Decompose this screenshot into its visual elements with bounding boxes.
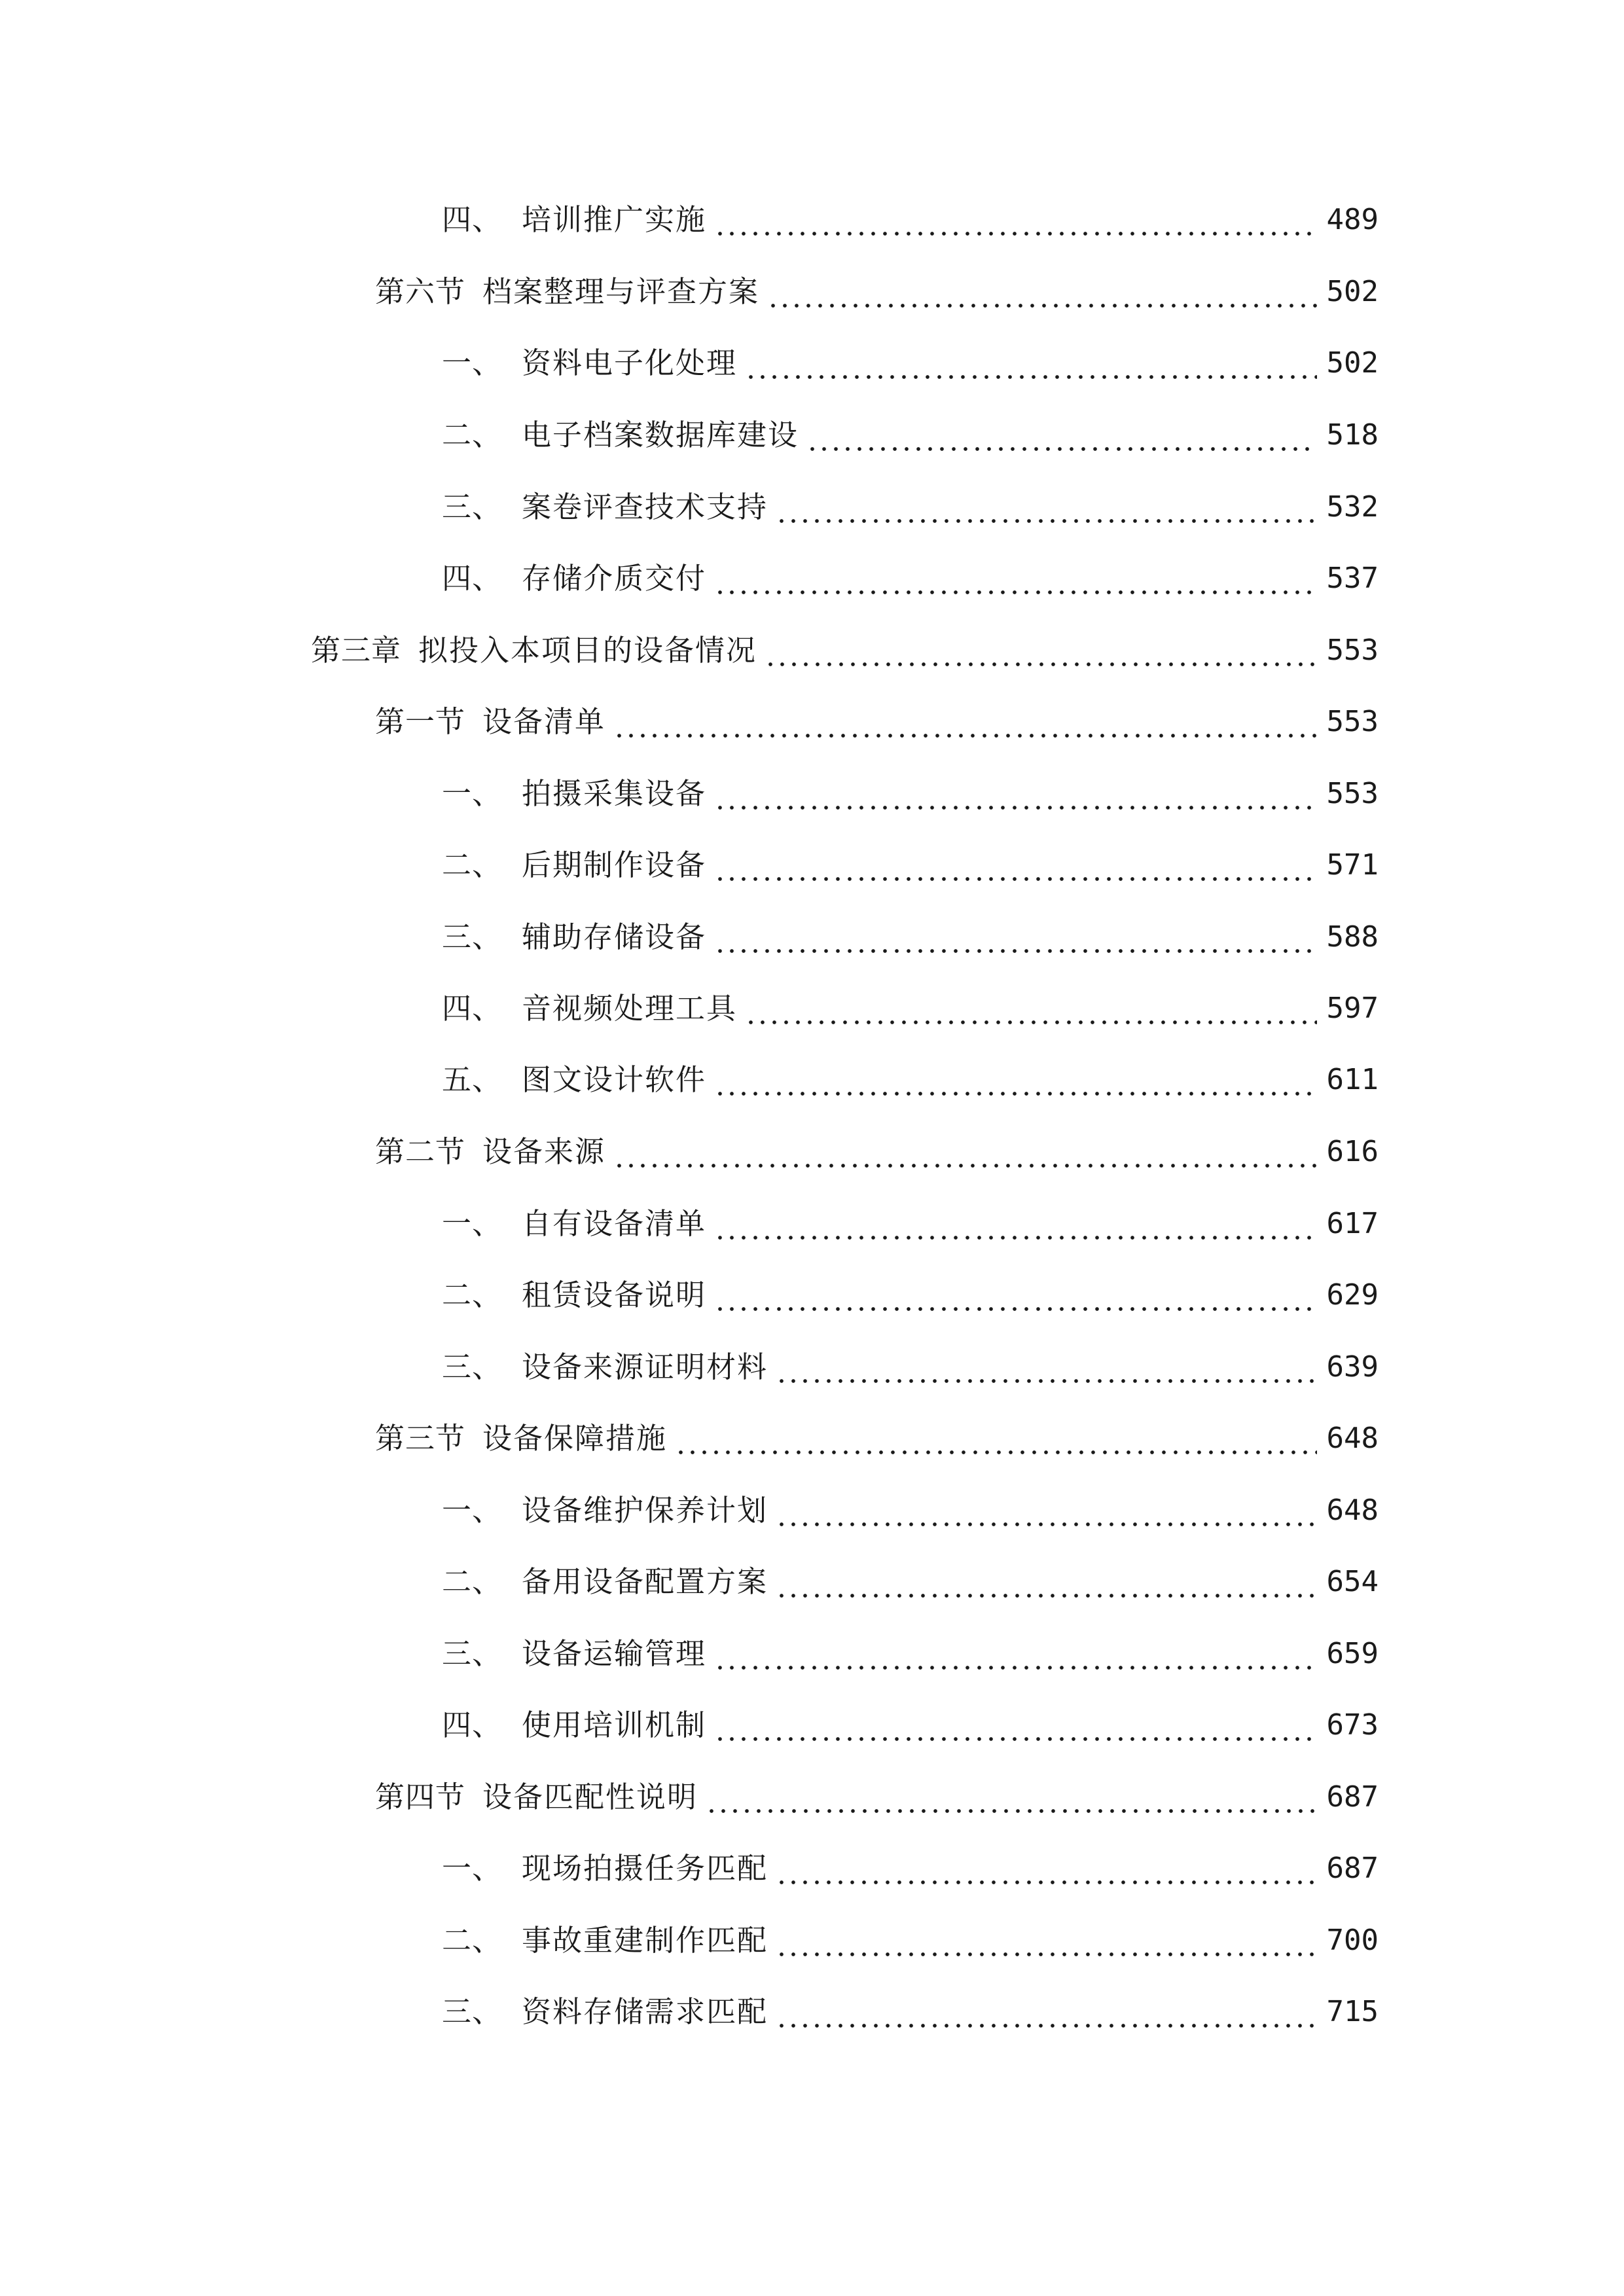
toc-entry[interactable] [311,618,1379,670]
toc-entry-title: 备用设备配置方案 [522,1564,768,1599]
toc-entry-number: 一、 [442,1206,503,1241]
toc-entry[interactable] [442,546,1379,598]
toc-entry-title: 电子档案数据库建设 [522,418,799,452]
toc-entry[interactable] [442,1693,1379,1745]
toc-entry-title: 事故重建制作匹配 [522,1923,768,1958]
dot-leader [776,1562,1317,1602]
toc-entry-title: 拟投入本项目的设备情况 [418,633,757,668]
toc-entry[interactable] [375,1765,1379,1817]
toc-entry[interactable] [442,976,1379,1028]
toc-entry[interactable] [442,761,1379,814]
dot-leader [714,918,1317,957]
toc-entry-number: 第三节 [375,1421,466,1456]
dot-leader [765,631,1317,670]
dot-leader [714,1634,1317,1674]
dot-leader [776,1348,1317,1387]
toc-entry-page: 571 [1326,848,1379,882]
dot-leader [714,1706,1317,1745]
toc-entry-title: 自有设备清单 [522,1206,707,1241]
dot-leader [806,416,1317,455]
toc-entry-title: 存储介质交付 [522,561,707,596]
toc-entry-number: 二、 [442,1923,503,1958]
toc-entry-page: 502 [1326,346,1379,380]
dot-leader [714,1060,1317,1100]
toc-entry-page: 648 [1326,1494,1379,1527]
toc-entry-number: 一、 [442,346,503,380]
toc-entry[interactable] [442,905,1379,957]
toc-entry-number: 二、 [442,418,503,452]
toc-entry[interactable] [442,475,1379,527]
dot-leader [776,1491,1317,1530]
toc-entry-number: 三、 [442,490,503,524]
dot-leader [706,1778,1317,1817]
toc-entry-number: 一、 [442,1493,503,1528]
dot-leader [776,1921,1317,1960]
toc-entry-number: 三、 [442,1350,503,1384]
toc-entry[interactable] [442,1979,1379,2032]
toc-entry-number: 第三章 [311,633,402,668]
toc-entry-page: 715 [1326,1995,1379,2028]
toc-entry-title: 设备保障措施 [482,1421,668,1456]
toc-entry-page: 616 [1326,1135,1379,1168]
toc-entry-title: 案卷评查技术支持 [522,490,768,524]
dot-leader [714,774,1317,814]
toc-entry-page: 654 [1326,1565,1379,1598]
toc-entry-page: 553 [1326,777,1379,810]
dot-leader [745,989,1317,1028]
toc-entry-number: 第一节 [375,704,466,739]
toc-entry-page: 537 [1326,562,1379,595]
toc-entry-page: 629 [1326,1278,1379,1312]
toc-entry-number: 一、 [442,1851,503,1886]
toc-entry-page: 639 [1326,1350,1379,1384]
toc-entry-number: 第二节 [375,1134,466,1169]
toc-entry-page: 597 [1326,992,1379,1025]
toc-entry-page: 659 [1326,1637,1379,1670]
dot-leader [776,488,1317,527]
toc-entry-title: 现场拍摄任务匹配 [522,1851,768,1886]
toc-entry-number: 三、 [442,1636,503,1671]
toc-entry-title: 资料电子化处理 [522,346,738,380]
toc-entry-title: 设备来源 [482,1134,606,1169]
toc-entry-title: 设备维护保养计划 [522,1493,768,1528]
toc-entry[interactable] [442,1549,1379,1602]
toc-entry-page: 673 [1326,1708,1379,1742]
toc-entry[interactable] [442,1263,1379,1315]
toc-entry-page: 700 [1326,1924,1379,1957]
toc-entry[interactable] [442,1621,1379,1674]
toc-entry-page: 553 [1326,634,1379,667]
toc-entry-page: 532 [1326,490,1379,524]
toc-entry-title: 后期制作设备 [522,848,707,882]
toc-entry-number: 五、 [442,1062,503,1097]
toc-entry-number: 四、 [442,1708,503,1742]
toc-entry-title: 图文设计软件 [522,1062,707,1097]
toc-entry-page: 588 [1326,920,1379,954]
toc-entry-page: 553 [1326,705,1379,738]
toc-entry[interactable] [375,689,1379,742]
dot-leader [613,1132,1317,1172]
dot-leader [714,200,1317,240]
dot-leader [714,1204,1317,1244]
toc-entry[interactable] [442,187,1379,240]
toc-entry[interactable] [442,1335,1379,1387]
toc-entry-number: 四、 [442,561,503,596]
toc-entry[interactable] [442,1047,1379,1100]
dot-leader [776,1992,1317,2032]
toc-entry[interactable] [442,833,1379,885]
toc-entry-number: 第四节 [375,1780,466,1814]
toc-entry-title: 设备来源证明材料 [522,1350,768,1384]
toc-entry-number: 三、 [442,1994,503,2029]
toc-entry[interactable] [442,403,1379,455]
toc-entry-title: 资料存储需求匹配 [522,1994,768,2029]
dot-leader [675,1419,1317,1458]
toc-entry-page: 687 [1326,1780,1379,1814]
toc-entry-page: 518 [1326,418,1379,452]
toc-entry-page: 611 [1326,1063,1379,1096]
toc-entry-number: 二、 [442,848,503,882]
toc-entry-title: 设备运输管理 [522,1636,707,1671]
toc-entry-number: 四、 [442,991,503,1026]
toc-entry-title: 拍摄采集设备 [522,776,707,811]
toc-entry[interactable] [442,1908,1379,1960]
toc-entry[interactable] [375,259,1379,312]
toc-entry-title: 设备匹配性说明 [482,1780,698,1814]
dot-leader [767,272,1317,312]
dot-leader [613,702,1317,742]
toc-entry[interactable] [375,1406,1379,1458]
toc-entry-title: 培训推广实施 [522,202,707,237]
dot-leader [714,846,1317,885]
toc-entry-page: 648 [1326,1422,1379,1455]
toc-entry-number: 三、 [442,920,503,954]
toc-entry-page: 687 [1326,1852,1379,1885]
toc-entry-title: 辅助存储设备 [522,920,707,954]
toc-entry-number: 第六节 [375,274,466,309]
toc-entry-title: 设备清单 [482,704,606,739]
toc-entry-page: 489 [1326,203,1379,236]
dot-leader [714,1276,1317,1315]
toc-entry-number: 二、 [442,1278,503,1312]
toc-entry-page: 617 [1326,1207,1379,1240]
toc-entry[interactable] [375,1119,1379,1172]
toc-entry-page: 502 [1326,275,1379,308]
toc-entry-title: 音视频处理工具 [522,991,738,1026]
toc-entry[interactable] [442,1836,1379,1888]
toc-entry[interactable] [442,1191,1379,1244]
toc-entry[interactable] [442,1478,1379,1530]
toc-entry-number: 四、 [442,202,503,237]
toc-entry-title: 使用培训机制 [522,1708,707,1742]
toc-entry[interactable] [442,331,1379,383]
dot-leader [745,344,1317,383]
toc-entry-number: 一、 [442,776,503,811]
dot-leader [714,559,1317,598]
toc-entry-number: 二、 [442,1564,503,1599]
dot-leader [776,1849,1317,1888]
toc-entry-title: 档案整理与评查方案 [482,274,760,309]
toc-entry-title: 租赁设备说明 [522,1278,707,1312]
